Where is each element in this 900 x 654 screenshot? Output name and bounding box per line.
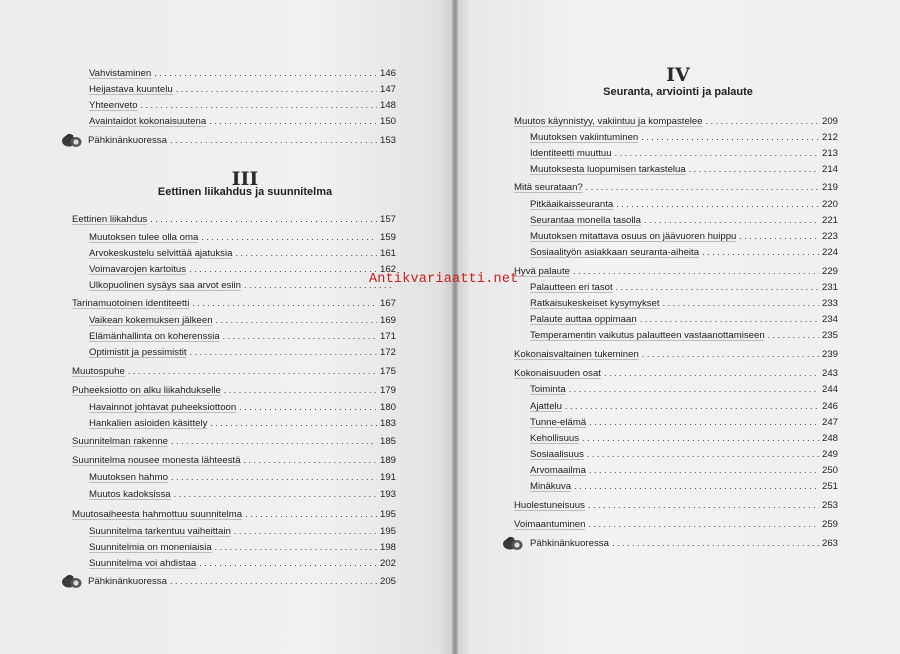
toc-subentry: [89, 556, 396, 570]
toc-entry: [89, 98, 396, 112]
dot-leader: [244, 453, 377, 467]
dot-leader: [141, 98, 377, 112]
toc-entry-label: Puheeksiotto on alku liikahdukselle: [72, 385, 221, 396]
toc-entry-label: Ajattelu: [530, 401, 562, 412]
toc-subentry: [530, 399, 838, 413]
toc-subentry: [89, 345, 396, 359]
toc-page-number: 148: [379, 100, 396, 111]
toc-page-number: 212: [821, 132, 838, 143]
toc-entry: [89, 66, 396, 80]
toc-page-number: 195: [379, 526, 396, 537]
toc-entry-label: Suunnitelma voi ahdistaa: [89, 558, 197, 569]
toc-page-number: 185: [379, 436, 396, 447]
toc-page-number: 259: [821, 519, 838, 530]
toc-page-number: 253: [821, 500, 838, 511]
toc-page-number: 157: [379, 214, 396, 225]
toc-subentry: [530, 130, 838, 144]
toc-entry-label: Eettinen liikahdus: [72, 214, 148, 225]
dot-leader: [616, 197, 819, 211]
toc-entry-label: Tarinamuotoinen identiteetti: [72, 298, 190, 309]
toc-subentry: [530, 328, 838, 342]
toc-page-number: 219: [821, 182, 838, 193]
toc-entry-label: Kehollisuus: [530, 433, 580, 444]
toc-subentry: [530, 415, 838, 429]
toc-subentry: [530, 245, 838, 259]
dot-leader: [189, 262, 377, 276]
nutshell-icon: [61, 573, 83, 589]
toc-subentry: [89, 230, 396, 244]
toc-entry-label: Ratkaisukeskeiset kysymykset: [530, 298, 660, 309]
toc-page-number: 147: [379, 84, 396, 95]
toc-page-number: 205: [379, 576, 396, 587]
toc-entry-label: Arvomaailma: [530, 465, 586, 476]
toc-page-number: 172: [379, 347, 396, 358]
dot-leader: [215, 540, 377, 554]
toc-entry-label: Muutoksen mitattava osuus on jäävuoren huippu: [530, 231, 737, 242]
dot-leader: [201, 230, 377, 244]
dot-leader: [589, 415, 819, 429]
dot-leader: [612, 536, 819, 550]
toc-page-number: 224: [821, 247, 838, 258]
dot-leader: [644, 213, 819, 227]
right-page: [458, 0, 900, 654]
dot-leader: [239, 400, 377, 414]
toc-entry-label: Minäkuva: [530, 481, 572, 492]
dot-leader: [663, 296, 819, 310]
dot-leader: [224, 383, 377, 397]
toc-nutshell-entry: [88, 574, 396, 588]
toc-subentry: [530, 382, 838, 396]
dot-leader: [150, 212, 377, 226]
toc-subentry: [530, 162, 838, 176]
toc-page-number: 249: [821, 449, 838, 460]
toc-entry-label: Muutoksen hahmo: [89, 472, 168, 483]
nutshell-icon: [502, 535, 524, 551]
toc-subentry: [530, 312, 838, 326]
toc-entry-label: Suunnitelma tarkentuu vaiheittain: [89, 526, 231, 537]
part-title-left: Eettinen liikahdus ja suunnitelma: [157, 186, 333, 198]
dot-leader: [706, 114, 819, 128]
toc-page-number: 247: [821, 417, 838, 428]
toc-page-number: 169: [379, 315, 396, 326]
toc-subentry: [530, 447, 838, 461]
toc-subentry: [530, 296, 838, 310]
toc-page-number: 251: [821, 481, 838, 492]
dot-leader: [587, 447, 819, 461]
toc-subentry: [530, 213, 838, 227]
toc-entry: [514, 264, 838, 278]
dot-leader: [190, 345, 377, 359]
toc-entry-label: Optimistit ja pessimistit: [89, 347, 187, 358]
toc-entry: [89, 82, 396, 96]
dot-leader: [604, 366, 819, 380]
part-numeral-left: III: [231, 168, 259, 190]
toc-entry-label: Muutosaiheesta hahmottuu suunnitelma: [72, 509, 243, 520]
toc-entry-label: Muutos kadoksissa: [89, 489, 171, 500]
toc-entry-label: Kokonaisvaltainen tukeminen: [514, 349, 639, 360]
toc-subentry: [530, 431, 838, 445]
toc-page-number: 248: [821, 433, 838, 444]
toc-page-number: 243: [821, 368, 838, 379]
toc-page-number: 239: [821, 349, 838, 360]
toc-entry-label: Mitä seurataan?: [514, 182, 583, 193]
toc-page-number: 250: [821, 465, 838, 476]
toc-subentry: [530, 197, 838, 211]
dot-leader: [586, 180, 819, 194]
toc-subentry: [89, 540, 396, 554]
toc-page-number: 223: [821, 231, 838, 242]
dot-leader: [176, 82, 377, 96]
toc-entry-label: Kokonaisuuden osat: [514, 368, 601, 379]
toc-page-number: 179: [379, 385, 396, 396]
toc-entry-label: Huolestuneisuus: [514, 500, 585, 511]
dot-leader: [171, 434, 377, 448]
toc-page-number: 220: [821, 199, 838, 210]
dot-leader: [199, 556, 377, 570]
dot-leader: [223, 329, 377, 343]
dot-leader: [170, 574, 377, 588]
watermark-text: Antikvariaatti.net: [369, 272, 519, 287]
toc-entry: [72, 296, 396, 310]
toc-entry-label: Muutos käynnistyy, vakiintuu ja kompastelee: [514, 116, 703, 127]
toc-entry-label: Suunnitelma nousee monesta lähteestä: [72, 455, 241, 466]
toc-page-number: 263: [821, 538, 838, 549]
toc-page-number: 159: [379, 232, 396, 243]
toc-page-number: 231: [821, 282, 838, 293]
toc-page-number: 191: [379, 472, 396, 483]
dot-leader: [210, 416, 377, 430]
toc-entry-label: Muutoksen tulee olla oma: [89, 232, 199, 243]
toc-entry-label: Yhteenveto: [89, 100, 138, 111]
toc-page-number: 229: [821, 266, 838, 277]
toc-page-number: 246: [821, 401, 838, 412]
toc-page-number: 180: [379, 402, 396, 413]
dot-leader: [128, 364, 377, 378]
toc-subentry: [89, 278, 396, 292]
toc-entry-label: Sosiaalityön asiakkaan seuranta-aiheita: [530, 247, 700, 258]
toc-entry-label: Pitkäaikaisseuranta: [530, 199, 614, 210]
toc-entry-label: Hyvä palaute: [514, 266, 570, 277]
toc-entry-label: Heijastava kuuntelu: [89, 84, 173, 95]
toc-entry-label: Sosiaalisuus: [530, 449, 584, 460]
toc-subentry: [530, 280, 838, 294]
toc-entry-label: Voimaantuminen: [514, 519, 586, 530]
dot-leader: [642, 347, 819, 361]
dot-leader: [588, 498, 819, 512]
toc-entry: [514, 347, 838, 361]
dot-leader: [739, 229, 819, 243]
toc-page-number: 234: [821, 314, 838, 325]
toc-subentry: [89, 470, 396, 484]
toc-subentry: [530, 463, 838, 477]
toc-page-number: 146: [379, 68, 396, 79]
part-numeral-right: IV: [666, 64, 690, 86]
toc-page-number: 214: [821, 164, 838, 175]
toc-entry: [72, 364, 396, 378]
dot-leader: [216, 313, 377, 327]
toc-entry-label: Avaintaidot kokonaisuutena: [89, 116, 207, 127]
toc-nutshell-entry: [88, 133, 396, 147]
toc-entry-label: Seurantaa monella tasolla: [530, 215, 641, 226]
toc-entry-label: Identiteetti muuttuu: [530, 148, 612, 159]
toc-subentry: [530, 146, 838, 160]
toc-entry-label: Toiminta: [530, 384, 566, 395]
dot-leader: [209, 114, 377, 128]
toc-page-number: 171: [379, 331, 396, 342]
dot-leader: [768, 328, 819, 342]
dot-leader: [154, 66, 377, 80]
dot-leader: [192, 296, 377, 310]
toc-page-number: 235: [821, 330, 838, 341]
dot-leader: [589, 463, 819, 477]
toc-page-number: 153: [379, 135, 396, 146]
toc-subentry: [89, 246, 396, 260]
toc-page-number: 183: [379, 418, 396, 429]
toc-subentry: [89, 329, 396, 343]
toc-page-number: 244: [821, 384, 838, 395]
toc-entry: [514, 114, 838, 128]
toc-entry-label: Ulkopuolinen sysäys saa arvot esiin: [89, 280, 241, 291]
toc-page-number: 213: [821, 148, 838, 159]
toc-entry: [72, 383, 396, 397]
toc-entry-label: Suunnitelmia on moneniaisia: [89, 542, 212, 553]
dot-leader: [582, 431, 819, 445]
toc-page-number: 175: [379, 366, 396, 377]
toc-entry: [514, 366, 838, 380]
dot-leader: [702, 245, 819, 259]
toc-subentry: [89, 262, 396, 276]
toc-subentry: [530, 479, 838, 493]
toc-page-number: 195: [379, 509, 396, 520]
dot-leader: [689, 162, 819, 176]
dot-leader: [615, 146, 819, 160]
dot-leader: [565, 399, 819, 413]
dot-leader: [640, 312, 819, 326]
dot-leader: [171, 470, 377, 484]
toc-entry-label: Suunnitelman rakenne: [72, 436, 169, 447]
dot-leader: [574, 479, 819, 493]
toc-page-number: 221: [821, 215, 838, 226]
toc-subentry: [89, 313, 396, 327]
toc-entry-label: Tunne-elämä: [530, 417, 587, 428]
toc-entry: [514, 180, 838, 194]
toc-entry: [72, 434, 396, 448]
toc-subentry: [530, 229, 838, 243]
toc-entry-label: Muutospuhe: [72, 366, 125, 377]
toc-entry-label: Havainnot johtavat puheeksiottoon: [89, 402, 237, 413]
toc-entry-label: Palautteen eri tasot: [530, 282, 613, 293]
dot-leader: [588, 517, 819, 531]
toc-subentry: [89, 416, 396, 430]
toc-page-number: 167: [379, 298, 396, 309]
toc-nutshell-entry: [530, 536, 838, 550]
toc-entry: [72, 453, 396, 467]
toc-subentry: [89, 487, 396, 501]
toc-entry-label: Voimavarojen kartoitus: [89, 264, 187, 275]
toc-subentry: [89, 524, 396, 538]
dot-leader: [174, 487, 377, 501]
nutshell-icon: [61, 132, 83, 148]
toc-entry: [89, 114, 396, 128]
toc-page-number: 198: [379, 542, 396, 553]
toc-entry-label: Palaute auttaa oppimaan: [530, 314, 637, 325]
dot-leader: [641, 130, 819, 144]
toc-entry-label: Temperamentin vaikutus palautteen vastaanottamiseen: [530, 330, 765, 341]
dot-leader: [573, 264, 819, 278]
dot-leader: [235, 246, 377, 260]
toc-page-number: 233: [821, 298, 838, 309]
toc-entry: [514, 498, 838, 512]
toc-entry-label: Pähkinänkuoressa: [530, 538, 609, 549]
toc-page-number: 189: [379, 455, 396, 466]
toc-page-number: 150: [379, 116, 396, 127]
toc-page-number: 202: [379, 558, 396, 569]
toc-entry: [72, 212, 396, 226]
dot-leader: [616, 280, 819, 294]
toc-entry-label: Muutoksen vakiintuminen: [530, 132, 639, 143]
toc-page-number: 161: [379, 248, 396, 259]
toc-entry-label: Pähkinänkuoressa: [88, 576, 167, 587]
toc-entry: [514, 517, 838, 531]
toc-page-number: 162: [379, 264, 396, 275]
toc-entry-label: Vaikean kokemuksen jälkeen: [89, 315, 213, 326]
toc-entry-label: Muutoksesta luopumisen tarkastelua: [530, 164, 686, 175]
toc-page-number: 209: [821, 116, 838, 127]
toc-entry-label: Vahvistaminen: [89, 68, 152, 79]
dot-leader: [234, 524, 377, 538]
dot-leader: [170, 133, 377, 147]
dot-leader: [245, 507, 377, 521]
toc-entry: [72, 507, 396, 521]
toc-page-number: 193: [379, 489, 396, 500]
part-title-right: Seuranta, arviointi ja palaute: [603, 86, 753, 98]
toc-entry-label: Hankalien asioiden käsittely: [89, 418, 208, 429]
toc-entry-label: Elämänhallinta on koherenssia: [89, 331, 220, 342]
toc-entry-label: Pähkinänkuoressa: [88, 135, 167, 146]
toc-subentry: [89, 400, 396, 414]
toc-entry-label: Arvokeskustelu selvittää ajatuksia: [89, 248, 233, 259]
dot-leader: [569, 382, 819, 396]
